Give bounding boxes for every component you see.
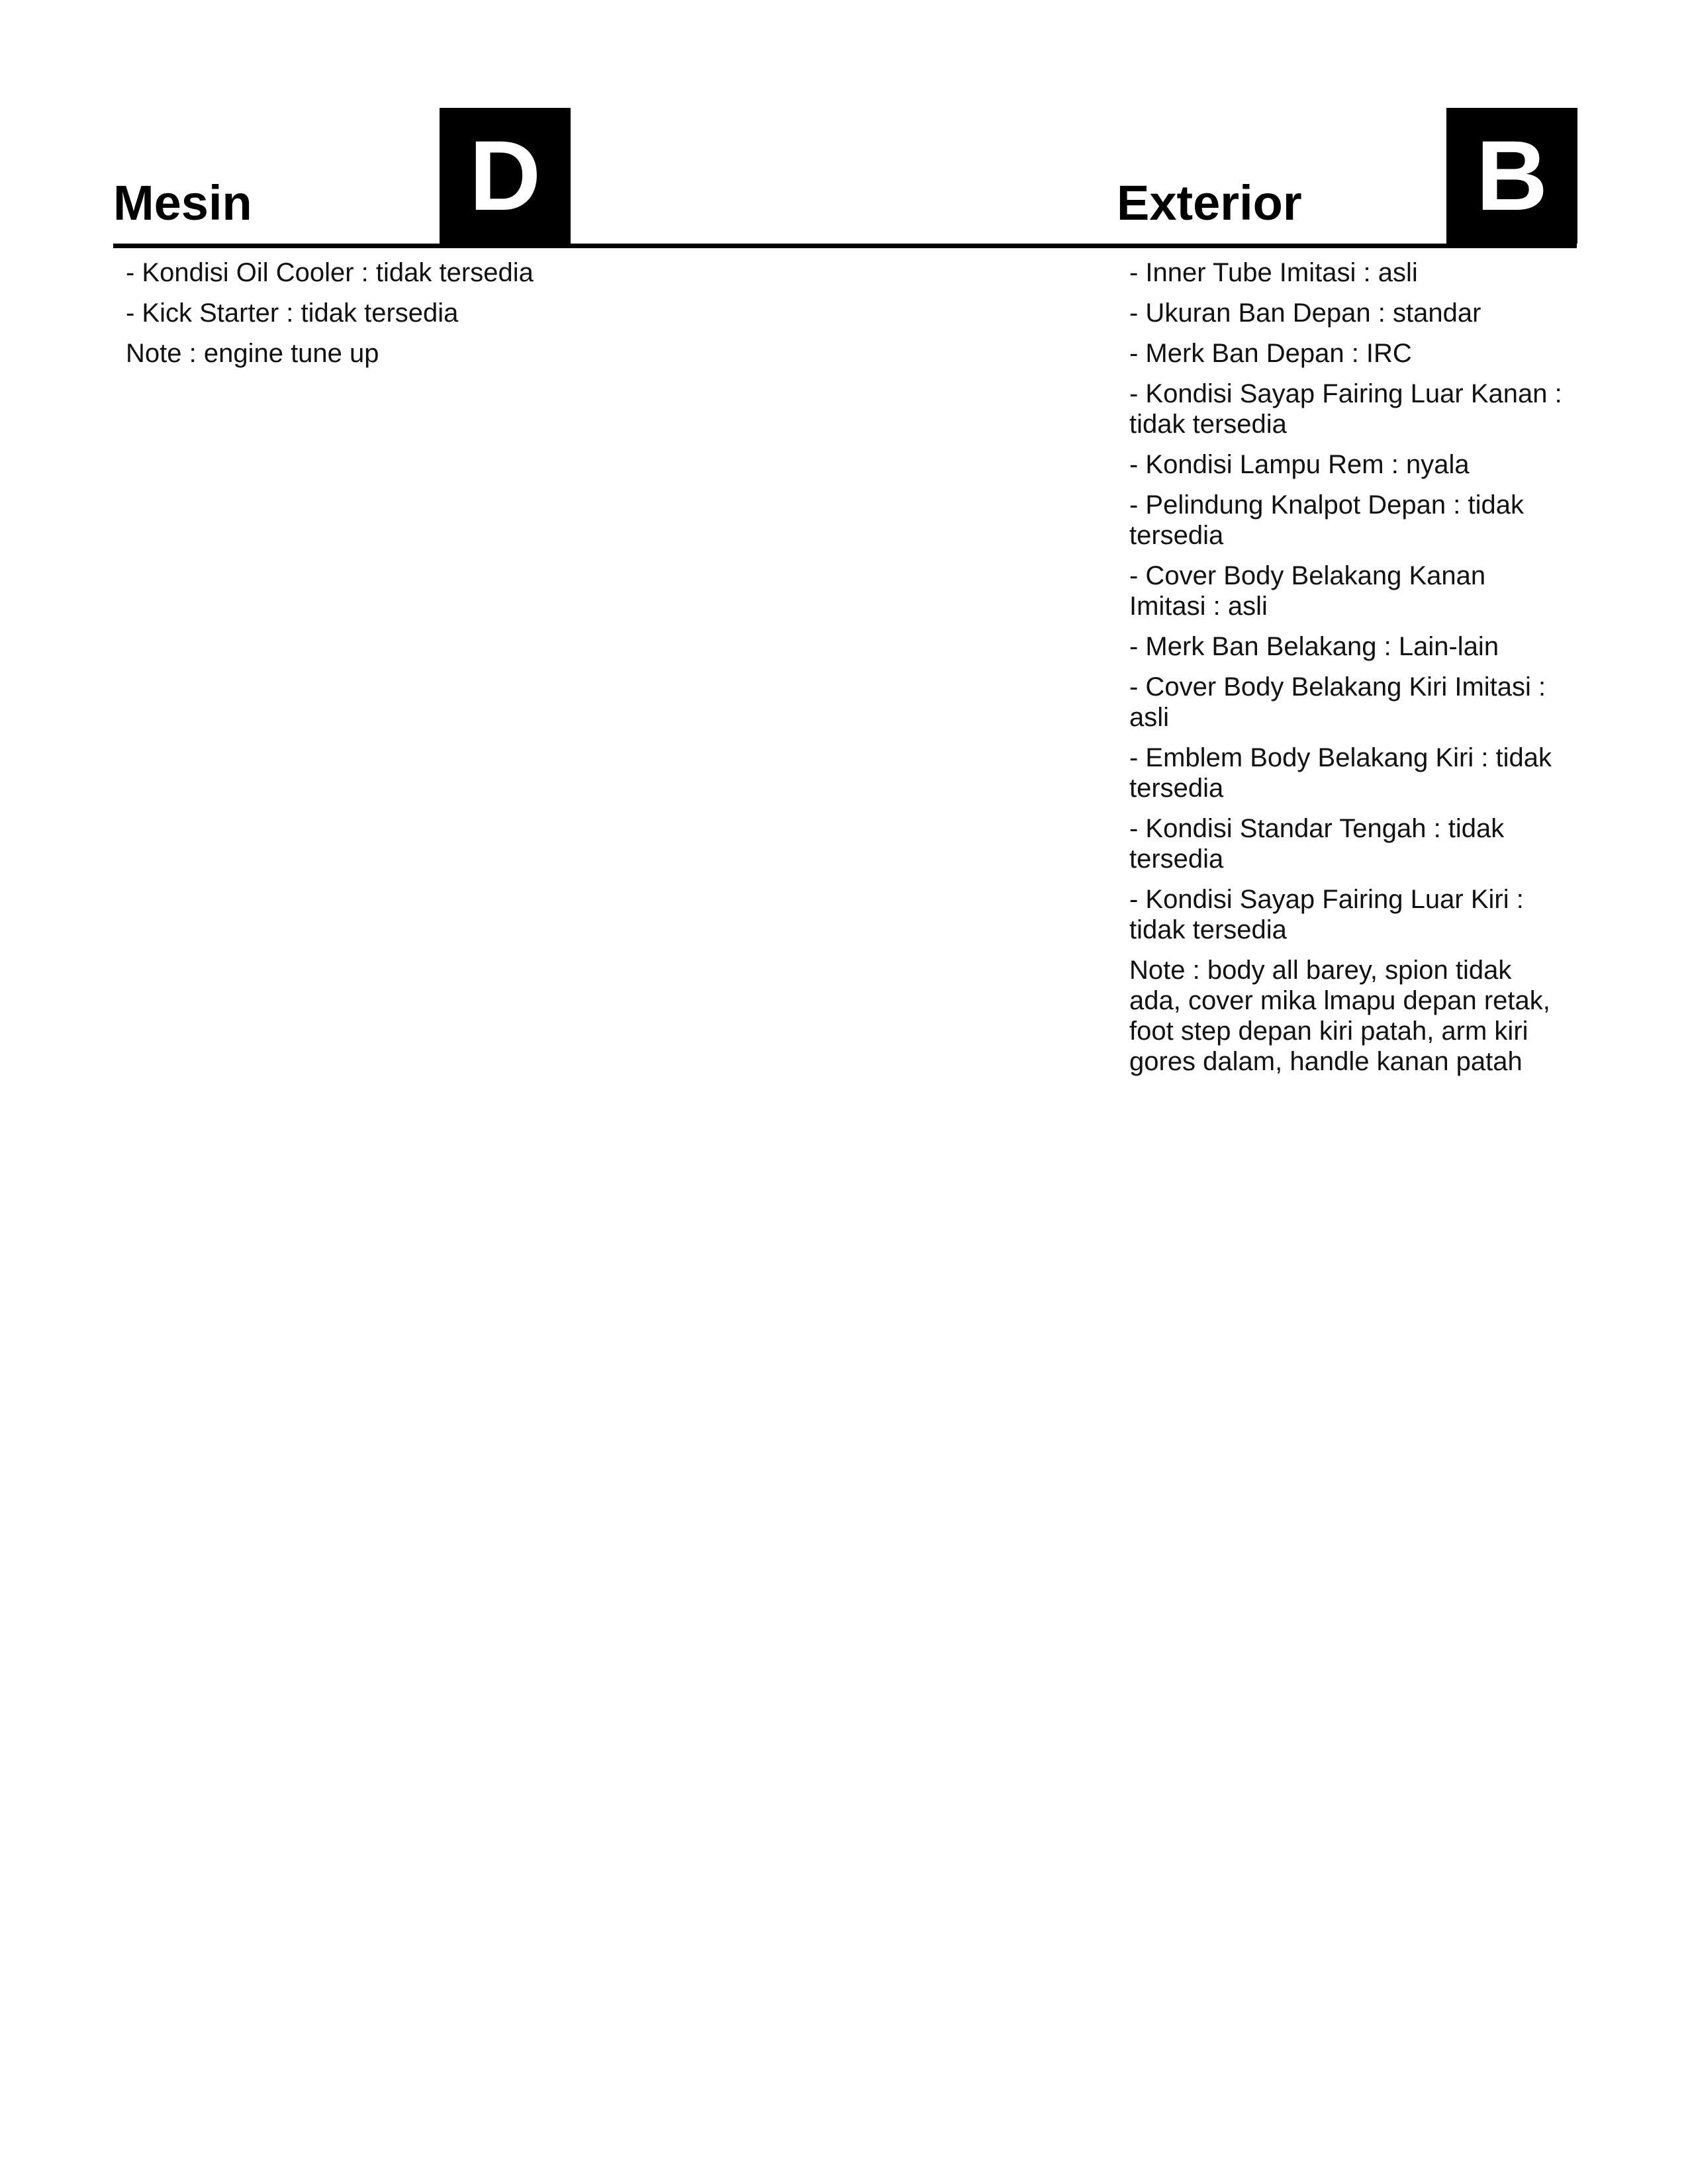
mesin-note: Note : engine tune up <box>126 339 379 368</box>
mesin-item: - Kick Starter : tidak tersedia <box>126 298 459 328</box>
exterior-item: - Cover Body Belakang Kiri Imitasi : asli <box>1129 672 1546 732</box>
exterior-item: - Kondisi Standar Tengah : tidak tersedia <box>1129 814 1505 874</box>
exterior-item: - Merk Ban Belakang : Lain-lain <box>1129 632 1499 661</box>
exterior-item: - Kondisi Sayap Fairing Luar Kiri : tidak tersedia <box>1129 885 1524 944</box>
exterior-item: - Ukuran Ban Depan : standar <box>1129 298 1481 328</box>
mesin-section-title: Mesin <box>113 175 252 230</box>
exterior-note: Note : body all barey, spion tidak ada, cover mika lmapu depan retak, foot step depan kiri patah, arm kiri gores dalam, handle kanan patah <box>1129 956 1550 1076</box>
exterior-item: - Pelindung Knalpot Depan : tidak tersedia <box>1129 490 1524 550</box>
exterior-item: - Kondisi Sayap Fairing Luar Kanan : tidak tersedia <box>1129 379 1562 439</box>
exterior-item: - Merk Ban Depan : IRC <box>1129 339 1412 368</box>
exterior-item: - Kondisi Lampu Rem : nyala <box>1129 450 1470 479</box>
exterior-grade-badge: B <box>1446 108 1577 244</box>
exterior-item: - Inner Tube Imitasi : asli <box>1129 258 1418 287</box>
mesin-grade-badge: D <box>440 108 571 244</box>
mesin-item: - Kondisi Oil Cooler : tidak tersedia <box>126 258 534 287</box>
exterior-item-list <box>1129 257 1566 1087</box>
exterior-section-title: Exterior <box>1117 175 1302 230</box>
exterior-item: - Emblem Body Belakang Kiri : tidak tersedia <box>1129 743 1552 803</box>
mesin-item-list <box>126 257 722 379</box>
header-divider <box>113 244 1577 248</box>
exterior-item: - Cover Body Belakang Kanan Imitasi : asli <box>1129 561 1486 621</box>
